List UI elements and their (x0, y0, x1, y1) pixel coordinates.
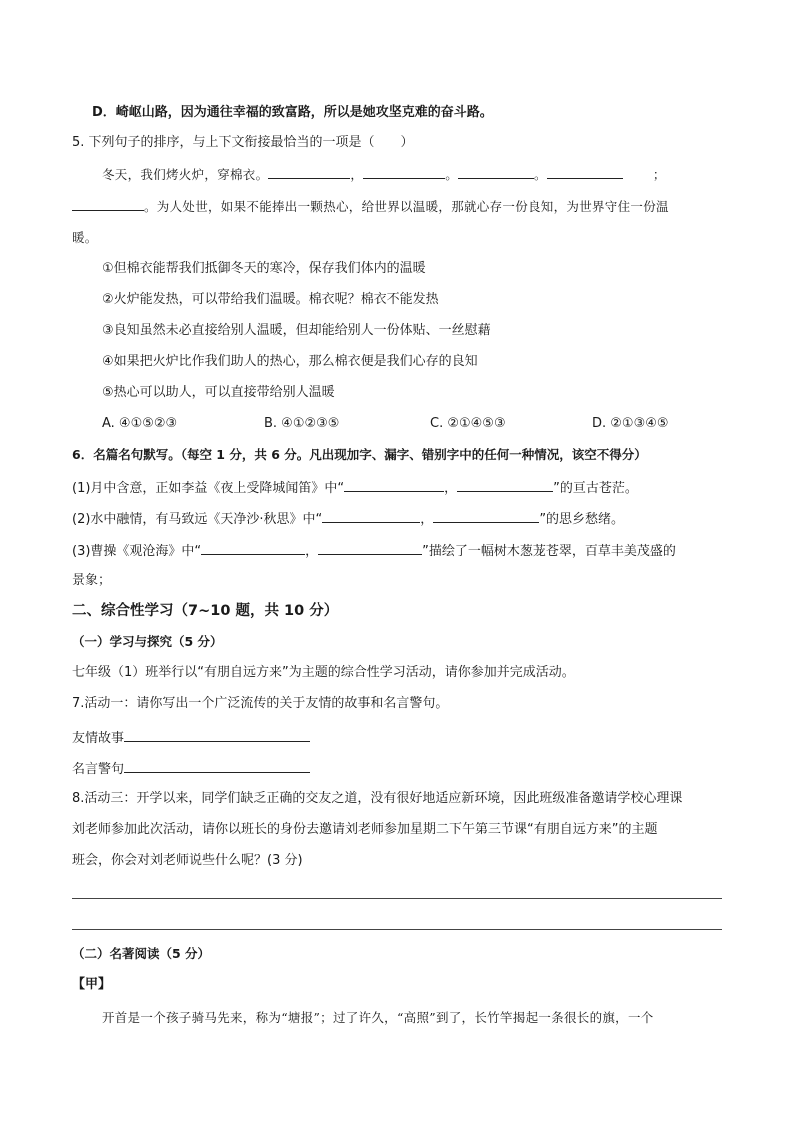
q6-item-2-pre: (2)水中融情，有马致远《天净沙·秋思》中“ (72, 512, 323, 527)
q6-item-3-mid: ， (305, 544, 319, 559)
q5-sentence-5: ⑤热心可以助人，可以直接带给别人温暖 (102, 385, 335, 400)
jia-label: 【甲】 (72, 977, 112, 992)
q5-blank-2[interactable] (363, 164, 445, 179)
q7-quote-row (72, 758, 310, 780)
q7-quote-label: 名言警句 (72, 762, 125, 777)
q5-passage-line2 (72, 196, 669, 217)
q5-sentence-1: ①但棉衣能帮我们抵御冬天的寒冷，保存我们体内的温暖 (102, 261, 426, 276)
q6-item-1-blank-b[interactable] (457, 477, 553, 492)
q7-story-label: 友情故事 (72, 731, 125, 746)
q6-item-3-cont: 景象； (72, 573, 112, 588)
q6-item-3-pre: (3)曹操《观沧海》中“ (72, 544, 202, 559)
q6-item-2-mid: ， (420, 512, 434, 527)
q5-blank-5[interactable] (72, 196, 144, 211)
q8-line-1: 8.活动三：开学以来，同学们缺乏正确的交友之道，没有很好地适应新环境，因此班级准备邀请学校心理课 (72, 791, 683, 806)
q6-item-3 (72, 540, 676, 562)
q6-item-3-blank-a[interactable] (201, 540, 305, 555)
section2-intro: 七年级（1）班举行以“有朋自远方来”为主题的综合性学习活动，请你参加并完成活动。 (72, 665, 575, 680)
q8-line-2: 刘老师参加此次活动，请你以班长的身份去邀请刘老师参加星期二下午第三节课“有朋自远方来”的主题 (72, 822, 658, 837)
section2-title: 二、综合性学习（7~10 题，共 10 分） (72, 603, 339, 619)
q6-item-1-post: ”的亘古苍茫。 (553, 481, 638, 496)
section2-part1-title: （一）学习与探究（5 分） (72, 634, 223, 649)
q4-option-d: D．崎岖山路，因为通往幸福的致富路，所以是她攻坚克难的奋斗路。 (92, 105, 493, 120)
q5-sentence-3: ③良知虽然未必直接给别人温暖，但却能给别人一份体贴、一丝慰藉 (102, 323, 491, 338)
q6-item-1-mid: ， (444, 481, 458, 496)
q7-story-row (72, 727, 310, 749)
q6-item-3-blank-b[interactable] (318, 540, 422, 555)
q6-item-1-blank-a[interactable] (344, 477, 444, 492)
q6-stem: 6．名篇名句默写。（每空 1 分，共 6 分。凡出现加字、漏字、错别字中的任何一种情况，该空不得分） (72, 447, 647, 462)
q5-passage-end: 暖。 (72, 230, 98, 245)
q8-line-3: 班会，你会对刘老师说些什么呢？(3 分) (72, 853, 303, 868)
q5-sep: ， (350, 167, 364, 182)
q7-stem: 7.活动一：请你写出一个广泛流传的关于友情的故事和名言警句。 (72, 696, 449, 711)
q5-option-c[interactable]: C. ②①④⑤③ (430, 416, 506, 431)
q5-options (102, 414, 669, 434)
q5-option-d[interactable]: D. ②①③④⑤ (592, 416, 669, 431)
q6-item-1-pre: (1)月中含意，正如李益《夜上受降城闻笛》中“ (72, 481, 345, 496)
q8-answer-line-2[interactable] (72, 929, 722, 930)
section2-part2-title: （二）名著阅读（5 分） (72, 946, 211, 961)
q5-option-b[interactable]: B. ④①②③⑤ (264, 416, 340, 431)
q5-sentence-2: ②火炉能发热，可以带给我们温暖。棉衣呢？棉衣不能发热 (102, 292, 439, 307)
q5-blank-1[interactable] (268, 164, 350, 179)
q5-semi: ； (652, 167, 666, 182)
q5-blank-3[interactable] (458, 164, 534, 179)
jia-text: 开首是一个孩子骑马先来，称为“塘报”；过了许久，“高照”到了，长竹竿揭起一条很长的旗，一个 (102, 1010, 654, 1025)
q5-passage-start: 冬天，我们烤火炉，穿棉衣。 (102, 167, 269, 182)
q8-answer-line-1[interactable] (72, 898, 722, 899)
q5-dot: 。 (445, 167, 459, 182)
q5-sentence-4: ④如果把火炉比作我们助人的热心，那么棉衣便是我们心存的良知 (102, 354, 478, 369)
q5-passage-line1 (102, 164, 666, 185)
q5-option-a[interactable]: A. ④①⑤②③ (102, 416, 178, 431)
q6-item-2 (72, 508, 624, 530)
q5-stem: 5. 下列句子的排序，与上下文衔接最恰当的一项是（ ） (72, 135, 414, 150)
q6-item-2-post: ”的思乡愁绪。 (539, 512, 625, 527)
q6-item-1 (72, 477, 638, 499)
q5-passage-cont: 。为人处世，如果不能捧出一颗热心，给世界以温暖，那就心存一份良知，为世界守住一份温 (144, 199, 669, 214)
q5-dot: 。 (534, 167, 547, 182)
q7-story-blank[interactable] (124, 727, 310, 742)
q6-item-2-blank-b[interactable] (433, 508, 539, 523)
q7-quote-blank[interactable] (124, 758, 310, 773)
q6-item-3-post: ”描绘了一幅树木葱茏苍翠，百草丰美茂盛的 (422, 544, 676, 559)
q5-blank-4[interactable] (547, 164, 623, 179)
q6-item-2-blank-a[interactable] (322, 508, 420, 523)
